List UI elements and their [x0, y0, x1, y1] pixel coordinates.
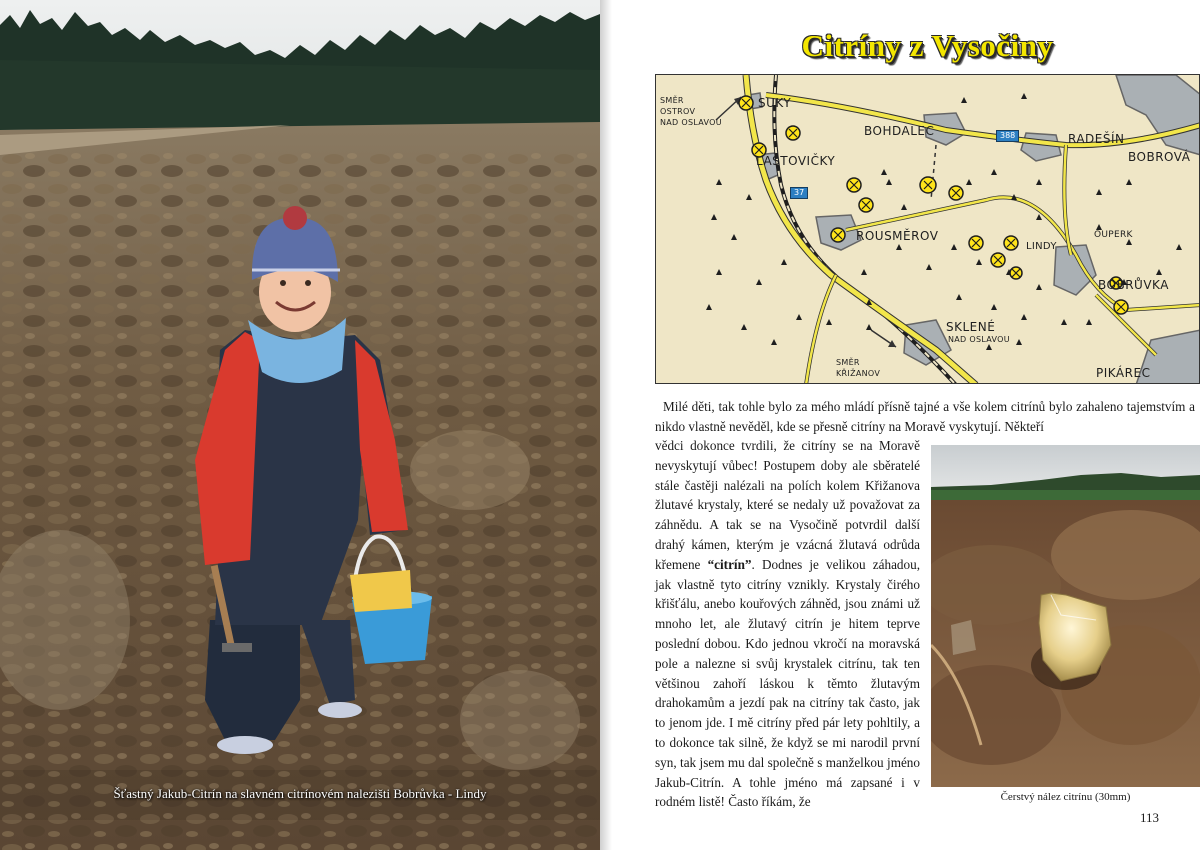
body-intro-text: Milé děti, tak tohle bylo za mého mládí přísně tajné a vše kolem citrínů bylo zahaleno tajemstvím a nikdo vlastně nevěděl, kde se přesně citríny na Moravě vyskytují. Někteří — [655, 399, 1195, 434]
page-gutter — [600, 0, 612, 850]
bold-term-citrin: “citrín” — [707, 556, 752, 572]
body-column-text: vědci dokonce tvrdili, že citríny se na Moravě nevyskytují vůbec! Postupem doby ale sběratelé stále častěji nalézali na polích kolem Křižanova žlutavé krystaly, které se nedaly už považovat za záhnědu. A tak se na Vysočině potvrdil další drahý kámen, kterým je vzácná žlutavá odrůda křemene “citrín”. Dodnes je velikou záhadou, jak vlastně tyto citríny vznikly. Krystaly čirého křišťálu, anebo kouřových záhněd, jsou známi už mnoho let, ale žlutavý citrín je hitem teprve poslední dobou. Kdo jednou vkročí na moravská pole a nalezne si svůj krystalek citrínu, tak ten většinou zahoří láskou k těmto žlutavým drahokamům a jezdí pak na citríny tak často, jak to jenom jde. I mě citríny před pár lety pohltily, a to dokonce tak silně, že když se mi narodil první syn, tak jsem mu dal společně s manželkou jméno Jakub-Citrín. A tohle jméno má zapsané i v rodném listě! Často říkám, že — [655, 438, 920, 810]
map-label-sklene-sub: NAD OSLAVOU — [948, 335, 1010, 344]
map-direction-krizanov: SMĚR KŘIŽANOV — [836, 358, 881, 378]
citrine-crystal-photo — [931, 445, 1200, 787]
crystal-photo-caption: Čerstvý nález citrínu (30mm) — [1000, 791, 1131, 803]
map-label-bobrova: BOBROVÁ — [1128, 150, 1191, 164]
map-label-bohdalec: BOHDALEC — [864, 124, 935, 138]
page-number: 113 — [1140, 810, 1160, 825]
map-label-pikarec: PIKÁREC — [1096, 366, 1151, 380]
map-label-bobruvka: BOBRŮVKA — [1098, 278, 1169, 292]
map-label-suky: SUKY — [758, 96, 792, 110]
road-sign-37: 37 — [790, 187, 808, 199]
map-label-lastovicky: LAŠTOVIČKY — [756, 154, 836, 168]
crystal-photo — [931, 445, 1200, 787]
map-label-lindy: LINDY — [1026, 241, 1057, 252]
road-sign-388: 388 — [996, 130, 1019, 142]
locality-map — [655, 74, 1200, 384]
map-direction-ostrov: SMĚR OSTROV NAD OSLAVOU — [660, 96, 722, 127]
left-photo-caption: Šťastný Jakub-Citrín na slavném citrínovém nalezišti Bobrůvka - Lindy — [113, 786, 487, 801]
page-title: Citríny z Vysočiny — [801, 28, 1054, 63]
map-label-ouperk: OUPERK — [1094, 230, 1133, 240]
town-radesin — [1021, 133, 1061, 161]
map-label-rousmerov: ROUSMĚROV — [856, 229, 939, 243]
map-label-radesin: RADEŠÍN — [1068, 132, 1125, 146]
map-label-sklene: SKLENÉ — [946, 320, 996, 334]
